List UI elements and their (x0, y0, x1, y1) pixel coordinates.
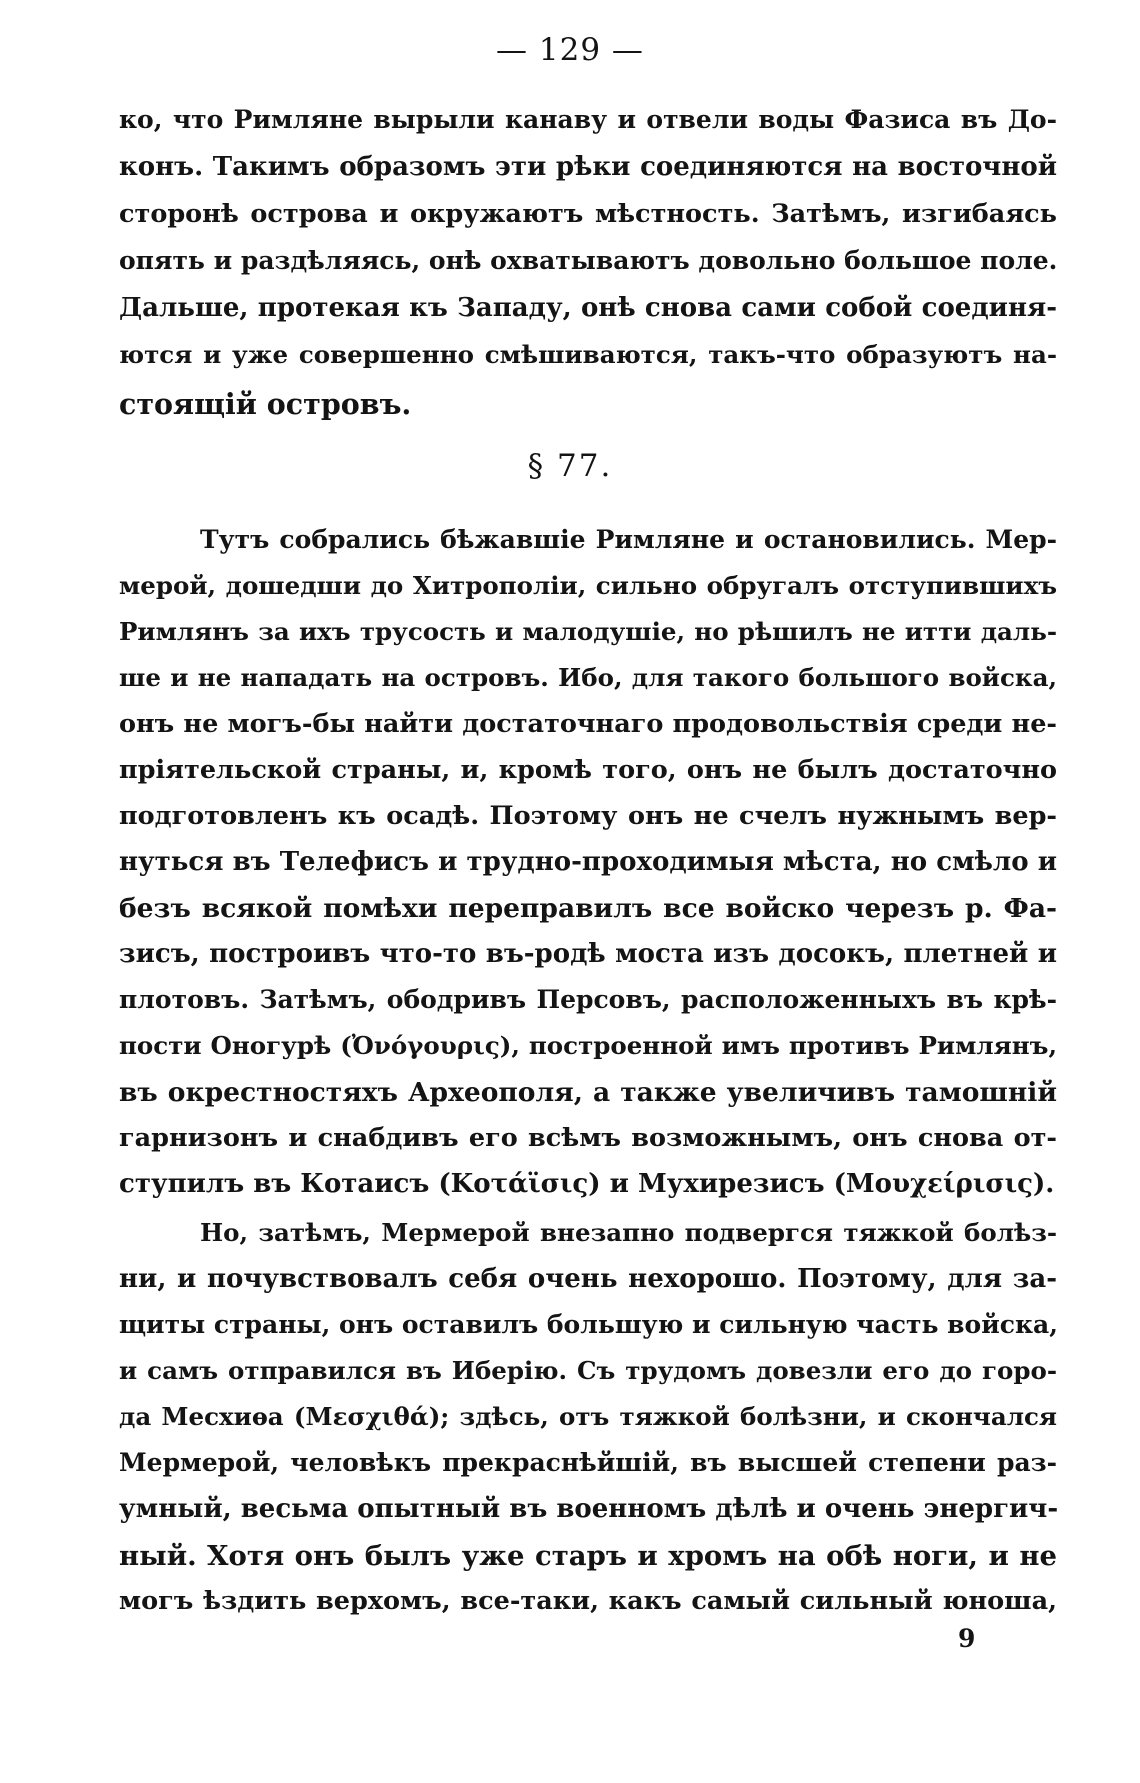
text-line: онъ не могъ-бы найти достаточнаго продовольствія среди не- (119, 709, 1057, 739)
text-line: конъ. Такимъ образомъ эти рѣки соединяются на восточной (119, 152, 1057, 182)
text-line: ются и уже совершенно смѣшиваются, такъ-что образуютъ на- (119, 340, 1057, 369)
text-line: ный. Хотя онъ былъ уже старъ и хромъ на обѣ ноги, и не (119, 1540, 1057, 1572)
text-line: подготовленъ къ осадѣ. Поэтому онъ не счелъ нужнымъ вер- (119, 801, 1057, 831)
text-line: стоящій островъ. (119, 387, 412, 421)
text-line: пости Оногурѣ (Ὀνόγουρις), построенной имъ противъ Римлянъ, (119, 1031, 1057, 1060)
text-line: въ окрестностяхъ Археополя, а также увеличивъ тамошній (119, 1077, 1057, 1108)
text-line: Дальше, протекая къ Западу, онѣ снова сами собой соединя- (119, 293, 1057, 323)
text-line: щиты страны, онъ оставилъ большую и сильную часть войска, (119, 1310, 1058, 1339)
page-number: — 129 — (496, 32, 644, 68)
text-line: гарнизонъ и снабдивъ его всѣмъ возможнымъ, онъ снова от- (119, 1123, 1057, 1153)
text-line: безъ всякой помѣхи переправилъ все войско черезъ р. Фа- (119, 893, 1057, 924)
text-line: ни, и почувствовалъ себя очень нехорошо. Поэтому, для за- (119, 1264, 1057, 1294)
text-line: да Месхиѳа (Μεσχιθά); здѣсь, отъ тяжкой болѣзни, и скончался (119, 1402, 1057, 1431)
text-line: нуться въ Телефисъ и трудно-проходимыя мѣста, но смѣло и (119, 847, 1057, 877)
text-line: Но, затѣмъ, Мермерой внезапно подвергся тяжкой болѣз- (200, 1218, 1057, 1247)
text-line: сторонѣ острова и окружаютъ мѣстность. Затѣмъ, изгибаясь (119, 199, 1057, 229)
text-line: Римлянъ за ихъ трусость и малодушіе, но рѣшилъ не итти даль- (119, 617, 1057, 646)
text-line: ступилъ въ Котаисъ (Κοτάϊσις) и Мухирезисъ (Μουχείρισις). (119, 1169, 1055, 1199)
signature-mark: 9 (958, 1624, 976, 1653)
text-line: умный, весьма опытный въ военномъ дѣлѣ и очень энергич- (119, 1494, 1059, 1524)
section-heading: § 77. (527, 448, 613, 484)
text-line: пріятельской страны, и, кромѣ того, онъ не былъ достаточно (119, 755, 1057, 785)
text-line: Тутъ собрались бѣжавшіе Римляне и остановились. Мер- (200, 525, 1057, 554)
text-line: зисъ, построивъ что-то въ-родѣ моста изъ досокъ, плетней и (119, 939, 1057, 969)
text-line: могъ ѣздить верхомъ, все-таки, какъ самый сильный юноша, (119, 1586, 1057, 1616)
text-line: ше и не нападать на островъ. Ибо, для такого большого войска, (119, 663, 1057, 692)
text-line: ко, что Римляне вырыли канаву и отвели воды Фазиса въ До- (119, 105, 1057, 134)
text-line: опять и раздѣляясь, онѣ охватываютъ довольно большое поле. (119, 246, 1058, 275)
text-line: плотовъ. Затѣмъ, ободривъ Персовъ, расположенныхъ въ крѣ- (119, 985, 1057, 1014)
text-line: Мермерой, человѣкъ прекраснѣйшій, въ высшей степени раз- (119, 1448, 1057, 1477)
text-line: и самъ отправился въ Иберію. Съ трудомъ довезли его до горо- (119, 1356, 1057, 1385)
text-line: мерой, дошедши до Хитрополіи, сильно обругалъ отступившихъ (119, 571, 1057, 600)
